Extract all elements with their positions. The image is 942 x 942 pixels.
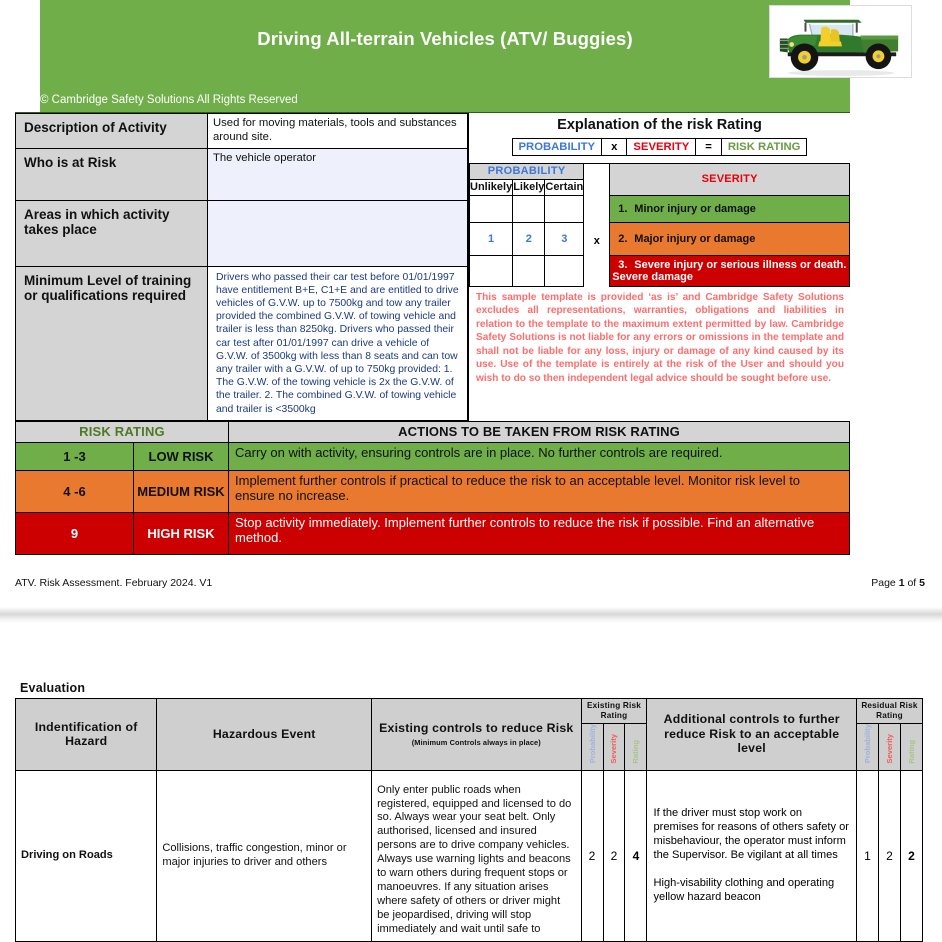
cell-residual-probability[interactable]: 1: [856, 770, 878, 942]
severity-number-3: 3.: [618, 259, 628, 271]
info-value-description[interactable]: Used for moving materials, tools and substances around site.: [208, 114, 468, 149]
info-label-description: Description of Activity: [16, 114, 208, 149]
evaluation-table: [15, 698, 923, 942]
col-header-existing-severity: Severity: [603, 724, 625, 770]
col-header-additional-controls: Additional controls to further reduce Risk to an acceptable level: [647, 698, 856, 770]
table-row: [16, 470, 850, 512]
severity-level-2: [610, 223, 850, 256]
footer-document-reference: ATV. Risk Assessment. February 2024. V1: [15, 576, 213, 589]
table-header-row: [16, 698, 923, 724]
rr-action-low: Carry on with activity, ensuring controls are in place. No further controls are required.: [229, 442, 850, 470]
info-value-training[interactable]: Drivers who passed their car test before 01/01/1997 have entitlement B+E, C1+E and are entitled to drive vehicles of G.V.W. up to 7500kg and tow any trailer provided the combined G.V.W. of towing vehicle and trailer is less than 8250kg. Drivers who passed their car test after 01/01/1997 can drive a vehicle of G.V.W. of 3500kg with less than 8 seats and can tow any trailer with a G.V.W. of up to 750kg provided: 1. The G.V.W. of the towing vehicle is 2x the G.V.W. of the trailer. 2. The combined G.V.W. of towing vehicle and trailer is <3500kg: [208, 266, 468, 420]
additional-controls-paragraph-2: High-visability clothing and operating yellow hazard beacon: [653, 876, 835, 903]
footer-page-prefix: Page: [871, 576, 896, 589]
table-row: [16, 442, 850, 470]
document-banner: [40, 0, 850, 112]
formula-risk-rating: RISK RATING: [721, 139, 807, 156]
severity-text-2: Major injury or damage: [634, 233, 756, 245]
rr-header-rating: RISK RATING: [16, 421, 229, 442]
paragraph-spacer: [653, 863, 849, 877]
col-header-hazard: Indentification of Hazard: [16, 698, 157, 770]
risk-rating-actions-table: [15, 421, 850, 555]
col-header-residual-probability: Probability: [856, 724, 878, 770]
col-header-residual-rating: Rating: [900, 724, 922, 770]
table-row: [16, 114, 468, 149]
matrix-blank-cell: [470, 196, 513, 223]
severity-number-1: 1.: [618, 203, 628, 215]
footer-page-of: of: [907, 576, 917, 589]
matrix-blank-cell: [513, 256, 545, 287]
severity-text-1: Minor injury or damage: [634, 203, 756, 215]
rr-level-high: HIGH RISK: [134, 512, 229, 554]
rr-action-medium: Implement further controls if practical to reduce the risk to an acceptable level. Monitor risk level to ensure no increase.: [229, 470, 850, 512]
table-row: [16, 770, 923, 942]
table-row: [470, 223, 850, 256]
table-row: [470, 256, 850, 287]
col-header-existing-controls-main: Existing controls to reduce Risk: [379, 721, 574, 736]
matrix-label-certain: Certain: [545, 180, 584, 196]
matrix-blank-cell: [470, 256, 513, 287]
page-1-footer: [15, 577, 925, 589]
explanation-title: Explanation of the risk Rating: [557, 117, 762, 133]
page-top-spacer: [0, 623, 942, 681]
cell-additional-controls[interactable]: [647, 770, 856, 942]
col-header-existing-risk-rating: Existing Risk Rating: [581, 698, 647, 724]
rr-header-actions: ACTIONS TO BE TAKEN FROM RISK RATING: [229, 421, 850, 442]
atv-vehicle-image: [769, 5, 912, 78]
matrix-blank-cell: [513, 196, 545, 223]
matrix-value-1: 1: [470, 223, 513, 256]
risk-matrix-table: [469, 163, 850, 287]
severity-level-1: [610, 196, 850, 223]
severity-level-3: [610, 256, 850, 287]
table-row: [16, 200, 468, 266]
page-title: Driving All-terrain Vehicles (ATV/ Buggies): [257, 28, 633, 49]
matrix-label-unlikely: Unlikely: [470, 180, 513, 196]
risk-formula: [512, 138, 808, 156]
footer-page-total: 5: [919, 576, 925, 589]
activity-info-table: [15, 113, 468, 421]
table-row: [16, 148, 468, 200]
table-row: [470, 196, 850, 223]
evaluation-section-label: Evaluation: [20, 680, 86, 695]
risk-rating-explanation: [468, 113, 850, 421]
rr-action-high: Stop activity immediately. Implement further controls to reduce the risk if possible. Find an alternative method.: [229, 512, 850, 554]
copyright-notice: © Cambridge Safety Solutions All Rights Reserved: [40, 94, 298, 106]
col-header-hazardous-event: Hazardous Event: [157, 698, 372, 770]
matrix-blank-cell: [545, 256, 584, 287]
matrix-blank-cell: [545, 196, 584, 223]
assessment-summary-section: [15, 112, 850, 421]
table-row: [512, 139, 807, 156]
atv-illustration-icon: [770, 6, 911, 78]
rr-range-medium: 4 -6: [16, 470, 134, 512]
severity-text-3: Severe injury or serious illness or death. Severe damage: [612, 259, 847, 283]
cell-existing-severity[interactable]: 2: [603, 770, 625, 942]
col-header-existing-controls-sub: (Minimum Controls always in place): [411, 737, 541, 747]
info-value-who-at-risk[interactable]: The vehicle operator: [208, 148, 468, 200]
rr-level-medium: MEDIUM RISK: [134, 470, 229, 512]
rr-level-low: LOW RISK: [134, 442, 229, 470]
risk-formula-wrapper: [469, 138, 850, 163]
col-header-existing-controls: [372, 698, 581, 770]
cell-residual-rating[interactable]: 2: [900, 770, 922, 942]
cell-hazardous-event[interactable]: Collisions, traffic congestion, minor or major injuries to driver and others: [157, 770, 372, 942]
matrix-probability-header: PROBABILITY: [470, 164, 584, 180]
col-header-residual-risk-rating: Residual Risk Rating: [856, 698, 922, 724]
cell-residual-severity[interactable]: 2: [878, 770, 900, 942]
footer-page-current: 1: [898, 576, 905, 589]
col-header-residual-severity: Severity: [878, 724, 900, 770]
info-label-training: Minimum Level of training or qualifications required: [16, 266, 208, 420]
formula-equals-operator: =: [696, 139, 722, 156]
rr-range-low: 1 -3: [16, 442, 134, 470]
table-row: [470, 164, 850, 180]
cell-existing-controls[interactable]: Only enter public roads when registered, equipped and licensed to do so. Always wear your seat belt. Only authorised, licensed and insured persons are to drive company vehicles. Always use warning lights and beacons to warn others during frequent stops or manoeuvres. If any situation arises where safety of others or driver might be jeopardised, driving will stop immediately and wait until safe to: [372, 770, 581, 942]
table-row: [16, 421, 850, 442]
cell-existing-probability[interactable]: 2: [581, 770, 603, 942]
formula-severity: SEVERITY: [627, 139, 696, 156]
page-2: [0, 681, 942, 942]
footer-page-number: [871, 577, 925, 589]
activity-info-table-wrapper: [15, 113, 468, 421]
info-label-who-at-risk: Who is at Risk: [16, 148, 208, 200]
legal-disclaimer: This sample template is provided ‘as is’ and Cambridge Safety Solutions excludes all representations, warranties, obligations and liabilities in relation to the template to the maximum extent permitted by law. Cambridge Safety Solutions is not liable for any errors or omissions in the template and shall not be liable for any loss, injury or damage of any kind caused by its use. Use of the template is entirely at the risk of the User and should you wish to do so then independent legal advice should be sought before use.: [476, 292, 844, 384]
matrix-severity-header: SEVERITY: [610, 164, 850, 196]
formula-times-operator: x: [602, 139, 627, 156]
col-header-existing-probability: Probability: [581, 724, 603, 770]
info-label-areas: Areas in which activity takes place: [16, 200, 208, 266]
rr-range-high: 9: [16, 512, 134, 554]
cell-hazard[interactable]: Driving on Roads: [16, 770, 157, 942]
matrix-value-3: 3: [545, 223, 584, 256]
matrix-multiply-operator: x: [584, 196, 610, 287]
formula-probability: PROBABILITY: [512, 139, 602, 156]
table-row: [16, 512, 850, 554]
table-row: [16, 266, 468, 420]
info-value-areas[interactable]: [208, 200, 468, 266]
severity-number-2: 2.: [618, 233, 628, 245]
matrix-label-likely: Likely: [513, 180, 545, 196]
page-separator: [0, 607, 942, 623]
page-bottom-spacer: [0, 589, 942, 607]
matrix-value-2: 2: [513, 223, 545, 256]
col-header-existing-rating: Rating: [625, 724, 647, 770]
additional-controls-paragraph-1: If the driver must stop work on premises for reasons of others safety or misbehaviour, the operator must inform the Supervisor. Be vigilant at all times: [653, 806, 849, 861]
cell-existing-rating[interactable]: 4: [625, 770, 647, 942]
